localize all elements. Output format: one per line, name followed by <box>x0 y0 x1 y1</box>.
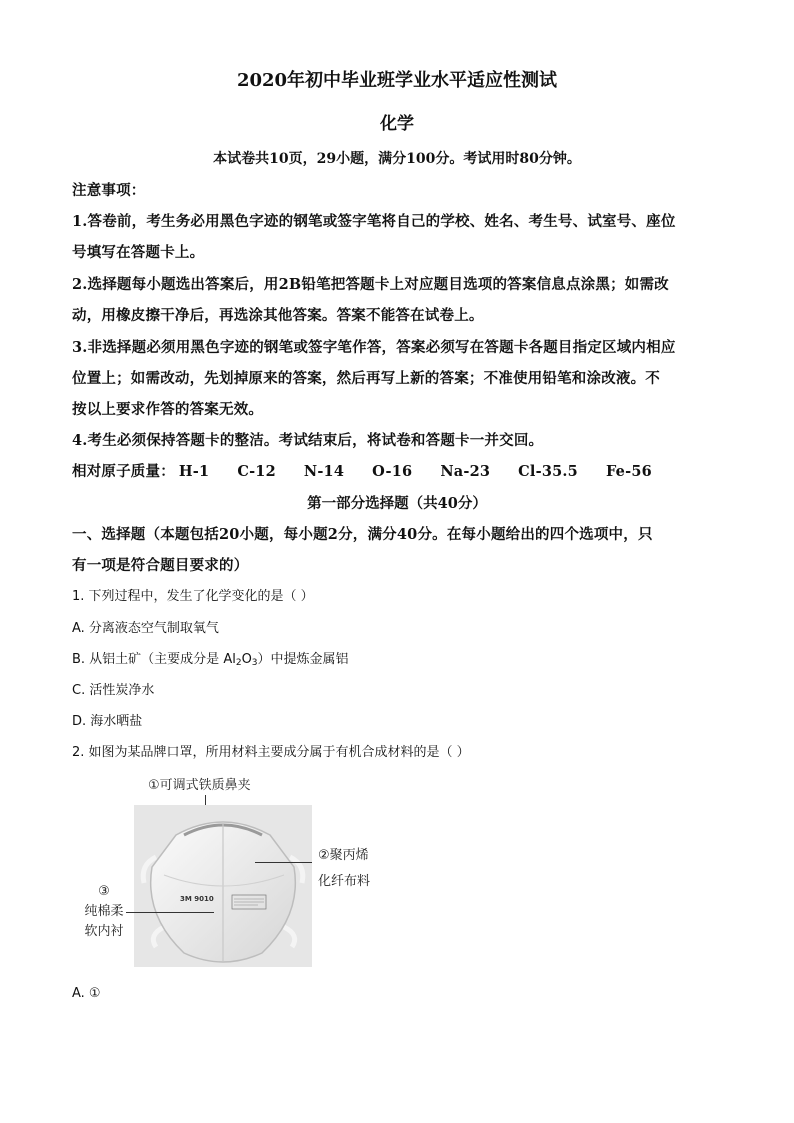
question-2-stem: 2. 如图为某品牌口罩，所用材料主要成分属于有机合成材料的是（ ） <box>72 745 470 760</box>
notice-item-3-line-2: 位置上；如需改动，先划掉原来的答案，然后再写上新的答案；不准使用铅笔和涂改液。不 <box>72 370 660 387</box>
notice-item-3-line-1: 3.非选择题必须用黑色字迹的钢笔或签字笔作答，答案必须写在答题卡各题目指定区域内相应 <box>72 339 676 356</box>
notice-heading: 注意事项： <box>72 182 146 199</box>
mask-illustration <box>134 805 312 967</box>
leader-line-polypropylene <box>255 862 312 863</box>
question-2-option-a: A. ① <box>72 986 101 1001</box>
question-1-option-d: D. 海水晒盐 <box>72 714 143 729</box>
question-1-option-c: C. 活性炭净水 <box>72 683 155 698</box>
atomic-mass-c: C-12 <box>237 463 276 480</box>
question-1-option-a: A. 分离液态空气制取氧气 <box>72 621 219 636</box>
atomic-mass-o: O-16 <box>372 463 413 480</box>
atomic-mass-h: H-1 <box>178 463 210 480</box>
atomic-mass-na: Na-23 <box>440 463 491 480</box>
notice-item-2-line-2: 动，用橡皮擦干净后，再选涂其他答案。答案不能答在试卷上。 <box>72 307 484 324</box>
section-instructions-line-2: 有一项是符合题目要求的） <box>72 557 249 574</box>
figure-label-cotton-lining: ③ 纯棉柔 软内衬 <box>84 884 124 940</box>
mask-image <box>134 805 312 967</box>
question-1-option-b: B. 从铝土矿（主要成分是 $Al_2O_3$）中提炼金属铝 <box>72 652 349 668</box>
mask-print-text: 3M 9010 <box>180 895 214 903</box>
atomic-mass-fe: Fe-56 <box>605 463 652 480</box>
section-instructions-line-1: 一、选择题（本题包括20小题，每小题2分，满分40分。在每小题给出的四个选项中，只 <box>72 526 653 543</box>
section-title: 第一部分选择题（共40分） <box>307 495 487 512</box>
notice-item-1-line-1: 1.答卷前，考生务必用黑色字迹的钢笔或签字笔将自己的学校、姓名、考生号、试室号、座位 <box>72 213 676 230</box>
exam-info: 本试卷共10页，29小题，满分100分。考试用时80分钟。 <box>213 151 581 167</box>
notice-item-4: 4.考生必须保持答题卡的整洁。考试结束后，将试卷和答题卡一并交回。 <box>72 432 544 449</box>
notice-item-2-line-1: 2.选择题每小题选出答案后，用2B铅笔把答题卡上对应题目选项的答案信息点涂黑；如需改 <box>72 276 669 293</box>
atomic-mass-n: N-14 <box>303 463 345 480</box>
leader-line-cotton-lining <box>126 912 214 913</box>
notice-item-3-line-3: 按以上要求作答的答案无效。 <box>72 401 264 418</box>
atomic-masses-label: 相对原子质量： <box>72 463 175 480</box>
notice-item-1-line-2: 号填写在答题卡上。 <box>72 244 205 261</box>
exam-subject: 化学 <box>380 114 414 134</box>
figure-label-polypropylene: ②聚丙烯 化纤布料 <box>318 848 371 890</box>
exam-title: 2020年初中毕业班学业水平适应性测试 <box>236 70 558 91</box>
atomic-mass-cl: Cl-35.5 <box>518 463 578 480</box>
figure-label-nose-clip: ①可调式铁质鼻夹 <box>148 778 251 793</box>
atomic-masses <box>72 465 680 480</box>
question-1-stem: 1. 下列过程中，发生了化学变化的是（ ） <box>72 589 314 604</box>
